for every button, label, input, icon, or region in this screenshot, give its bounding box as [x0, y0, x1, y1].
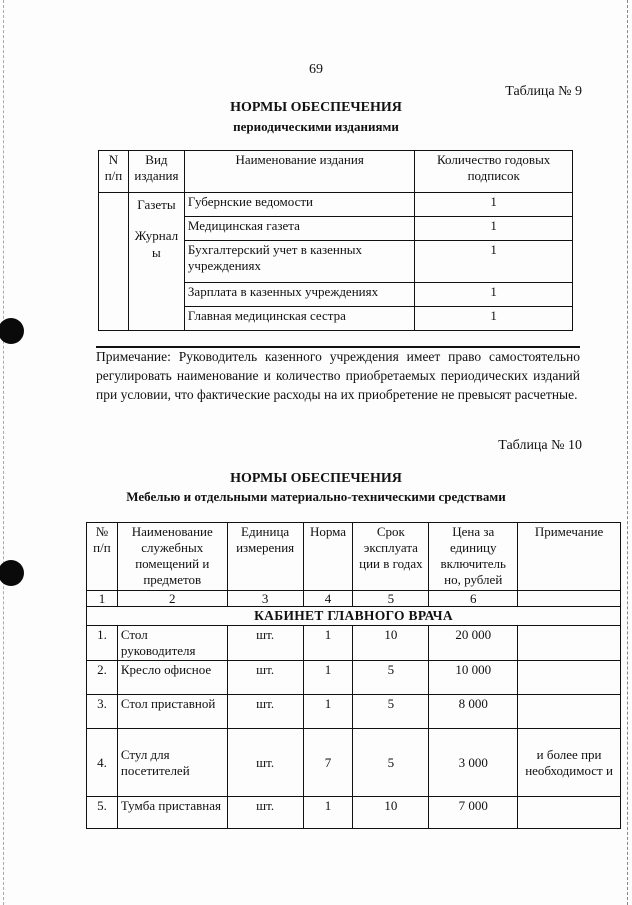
item-term: 10 — [353, 797, 429, 829]
item-note: и более при необходимост и — [518, 729, 621, 797]
item-name: Кресло офисное — [117, 661, 227, 695]
table9-label: Таблица № 9 — [505, 84, 582, 99]
item-unit: шт. — [227, 797, 303, 829]
item-norm: 1 — [303, 661, 353, 695]
item-unit: шт. — [227, 626, 303, 661]
page-number: 69 — [309, 62, 323, 77]
column-number-row — [87, 591, 621, 607]
punch-hole-icon — [0, 318, 24, 344]
qty-cell: 1 — [415, 283, 573, 307]
column-number-cell: 1 — [87, 591, 118, 607]
row-number: 1. — [87, 626, 118, 661]
item-norm: 1 — [303, 626, 353, 661]
table-row — [87, 661, 621, 695]
row-number: 2. — [87, 661, 118, 695]
column-number-cell: 3 — [227, 591, 303, 607]
item-price: 10 000 — [429, 661, 518, 695]
header-cell: N п/п — [99, 151, 129, 193]
title-cell: Губернские ведомости — [184, 193, 414, 217]
item-note — [518, 626, 621, 661]
item-term: 10 — [353, 626, 429, 661]
item-term: 5 — [353, 729, 429, 797]
title-cell: Медицинская газета — [184, 217, 414, 241]
section-title: КАБИНЕТ ГЛАВНОГО ВРАЧА — [87, 607, 621, 626]
table10-label: Таблица № 10 — [498, 438, 582, 453]
item-name: Тумба приставная — [117, 797, 227, 829]
table10-heading: НОРМЫ ОБЕСПЕЧЕНИЯ — [230, 471, 402, 486]
table-header-row — [99, 151, 573, 193]
qty-cell: 1 — [415, 241, 573, 283]
header-cell: Наименование издания — [184, 151, 414, 193]
header-cell: Цена за единицу включитель но, рублей — [429, 523, 518, 591]
qty-cell: 1 — [415, 217, 573, 241]
header-cell: № п/п — [87, 523, 118, 591]
furniture-table — [86, 522, 621, 829]
type-cell — [128, 193, 184, 331]
scan-edge-left — [3, 0, 5, 905]
table-header-row — [87, 523, 621, 591]
item-price: 7 000 — [429, 797, 518, 829]
header-cell: Единица измерения — [227, 523, 303, 591]
item-price: 8 000 — [429, 695, 518, 729]
table-row — [87, 729, 621, 797]
item-norm: 7 — [303, 729, 353, 797]
punch-hole-icon — [0, 560, 24, 586]
item-note — [518, 695, 621, 729]
header-cell: Примечание — [518, 523, 621, 591]
column-number-cell: 4 — [303, 591, 353, 607]
type-journals: Журнал ы — [134, 228, 179, 260]
table-row — [99, 193, 573, 217]
periodicals-table — [98, 150, 573, 331]
scan-edge-right — [627, 0, 629, 905]
qty-cell: 1 — [415, 307, 573, 331]
item-norm: 1 — [303, 797, 353, 829]
title-cell: Главная медицинская сестра — [184, 307, 414, 331]
qty-cell: 1 — [415, 193, 573, 217]
item-term: 5 — [353, 661, 429, 695]
header-cell: Количество годовых подписок — [415, 151, 573, 193]
number-cell — [99, 193, 129, 331]
row-number: 3. — [87, 695, 118, 729]
column-number-cell: 5 — [353, 591, 429, 607]
row-number: 5. — [87, 797, 118, 829]
item-name: Стол руководителя — [117, 626, 227, 661]
section-row — [87, 607, 621, 626]
table10-subheading: Мебелью и отдельными материально-техническими средствами — [126, 489, 506, 504]
item-name: Стул для посетителей — [117, 729, 227, 797]
table9-subheading: периодическими изданиями — [233, 119, 399, 134]
title-cell: Зарплата в казенных учреждениях — [184, 283, 414, 307]
item-price: 20 000 — [429, 626, 518, 661]
item-note — [518, 797, 621, 829]
item-unit: шт. — [227, 661, 303, 695]
type-newspapers: Газеты — [137, 197, 176, 212]
item-unit: шт. — [227, 695, 303, 729]
item-unit: шт. — [227, 729, 303, 797]
header-cell: Наименование служебных помещений и предметов — [117, 523, 227, 591]
item-note — [518, 661, 621, 695]
table-row — [87, 695, 621, 729]
item-name: Стол приставной — [117, 695, 227, 729]
header-cell: Срок эксплуата ции в годах — [353, 523, 429, 591]
item-norm: 1 — [303, 695, 353, 729]
title-cell: Бухгалтерский учет в казенных учреждениях — [184, 241, 414, 283]
table-row — [87, 626, 621, 661]
row-number: 4. — [87, 729, 118, 797]
header-cell: Норма — [303, 523, 353, 591]
column-number-cell — [518, 591, 621, 607]
item-price: 3 000 — [429, 729, 518, 797]
table9-note: Примечание: Руководитель казенного учреждения имеет право самостоятельно регулировать наименование и количество приобретаемых периодических изданий при условии, что фактические расходы на их приобретение не превысят расчетные. — [96, 349, 580, 402]
item-term: 5 — [353, 695, 429, 729]
table9-heading: НОРМЫ ОБЕСПЕЧЕНИЯ — [230, 100, 402, 115]
table-row — [87, 797, 621, 829]
column-number-cell: 6 — [429, 591, 518, 607]
column-number-cell: 2 — [117, 591, 227, 607]
header-cell: Вид издания — [128, 151, 184, 193]
